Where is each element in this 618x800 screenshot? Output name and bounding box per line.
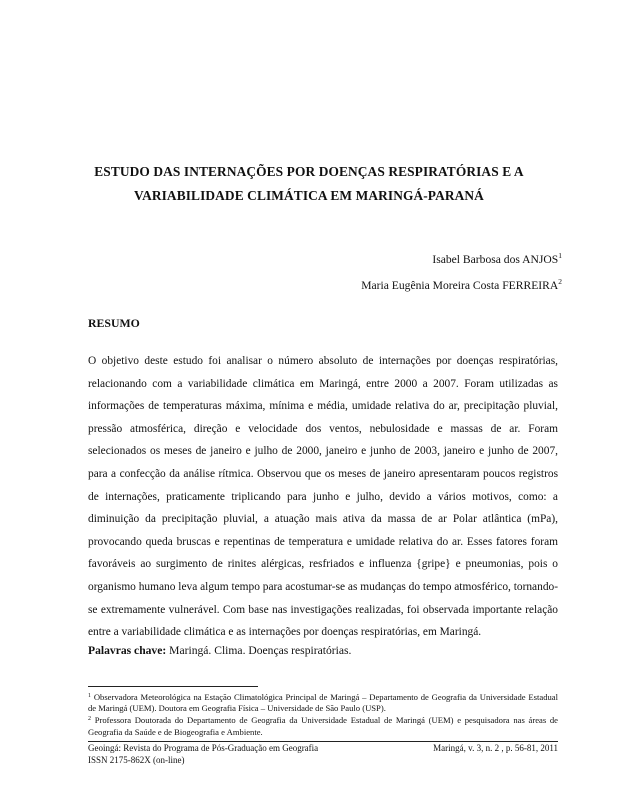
footnote-mark: 1 [88,693,91,699]
footnote-mark: 2 [88,716,91,723]
title-line-1: ESTUDO DAS INTERNAÇÕES POR DOENÇAS RESPIRATÓRIAS E A [94,164,524,179]
author-name: Maria Eugênia Moreira Costa FERREIRA [361,279,559,292]
keywords-label: Palavras chave: [88,644,167,657]
keywords-text: Maringá. Clima. Doenças respiratórias. [169,644,352,657]
title-line-2: VARIABILIDADE CLIMÁTICA EM MARINGÁ-PARANÁ [134,188,484,203]
author-name: Isabel Barbosa dos ANJOS [432,253,559,266]
issn: ISSN 2175-862X (on-line) [88,754,185,765]
footnotes [88,691,558,738]
keywords [88,644,351,657]
citation-info: Maringá, v. 3, n. 2 , p. 56-81, 2011 [433,743,558,753]
author-1 [361,245,562,271]
footnote-divider [88,686,258,687]
footnote-mark: 2 [558,277,562,286]
footnote-text: Professora Doutorada do Departamento de Geografia da Universidade Estadual de Maringá (UEM) e pesquisadora nas áreas de Geografia da Saúde e de Biogeografia e Ambiente. [88,715,558,737]
journal-name: Geoingá: Revista do Programa de Pós-Graduação em Geografia [88,743,319,753]
footer-divider [88,741,558,742]
abstract-heading: RESUMO [88,316,140,330]
page-footer [88,743,558,766]
paper-title [60,160,558,208]
author-list [361,245,562,297]
footnote-mark: 1 [558,251,562,260]
footnote-text: Observadora Meteorológica na Estação Climatológica Principal de Maringá – Departamento de Geografia da Universidade Estadual de Maringá (UEM). Doutora em Geografia Física – Universidade de São Paulo (USP). [88,692,558,714]
author-2 [361,271,562,297]
abstract-text: O objetivo deste estudo foi analisar o número absoluto de internações por doenças respiratórias, relacionando com a variabilidade climática em Maringá, entre 2000 a 2007. Foram utilizadas as informações de temperaturas máxima, mínima e média, umidade relativa do ar, precipitação pluvial, pressão atmosférica, direção e velocidade dos ventos, nebulosidade e massas de ar. Foram selecionados os meses de janeiro e julho de 2000, janeiro e junho de 2003, janeiro e junho de 2007, para a confecção da análise rítmica. Observou que os meses de janeiro apresentaram poucos registros de internações, praticamente triplicando para junho e julho, devido a vários motivos, como: a diminuição da precipitação pluvial, a atuação mais ativa da massa de ar Polar atlântica (mPa), provocando queda bruscas e repentinas de temperatura e umidade relativa do ar. Esses fatores foram favoráveis ao surgimento de rinites alérgicas, resfriados e influenza {gripe} e pneumonias, pois o organismo humano leva algum tempo para acostumar-se as mudanças do tempo atmosférico, tornando-se extremamente vulnerável. Com base nas investigações realizadas, foi observada importante relação entre a variabilidade climática e as internações por doenças respiratórias, em Maringá. [88,355,558,639]
footnote-1 [88,691,558,714]
footnote-2 [88,714,558,737]
